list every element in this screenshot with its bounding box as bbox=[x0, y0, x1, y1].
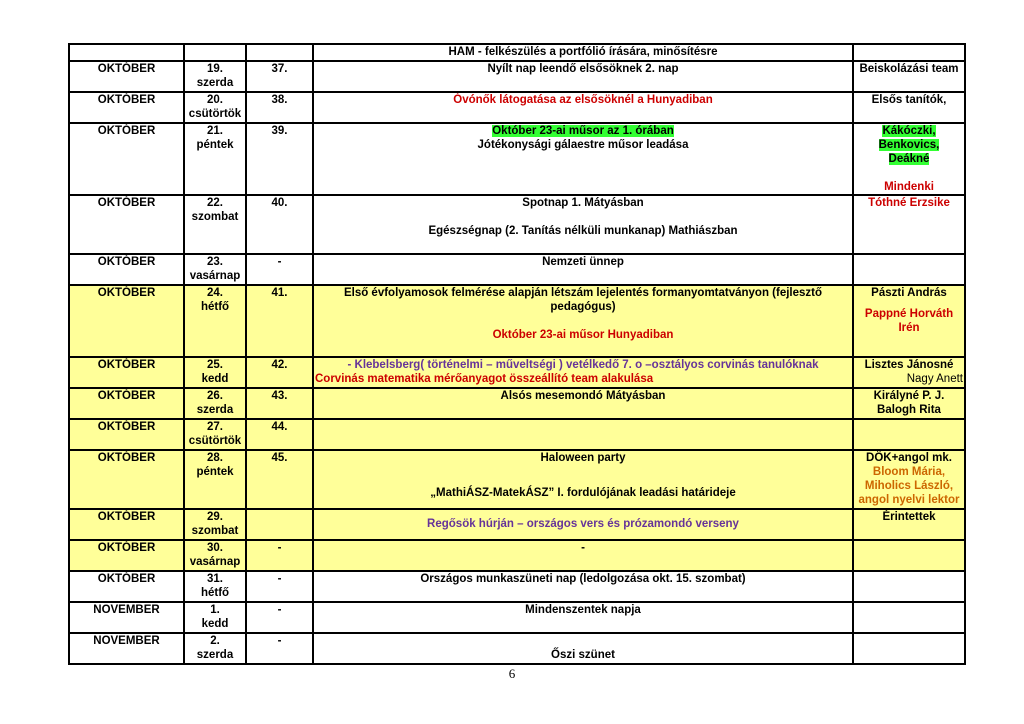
day-name: csütörtök bbox=[188, 108, 242, 120]
day-name: szerda bbox=[196, 404, 234, 416]
responsible-cell bbox=[853, 285, 965, 357]
table-header-row bbox=[69, 44, 965, 61]
event-text: Óvónők látogatása az elsősöknél a Hunyadiban bbox=[453, 94, 713, 106]
day-name: vasárnap bbox=[189, 270, 241, 282]
table-row bbox=[69, 285, 965, 357]
table-row bbox=[69, 633, 965, 664]
day-number: 28. bbox=[207, 452, 223, 464]
event-text: Nemzeti ünnep bbox=[542, 256, 624, 268]
day-number: 1. bbox=[210, 604, 220, 616]
table-row bbox=[69, 509, 965, 540]
day-number: 30. bbox=[207, 542, 223, 554]
responsible-cell bbox=[853, 602, 965, 633]
table-row bbox=[69, 61, 965, 92]
table-row bbox=[69, 254, 965, 285]
responsible-text: Beiskolázási team bbox=[859, 63, 959, 75]
event-text: Jótékonysági gálaestre műsor leadása bbox=[477, 139, 689, 151]
event-text: Első évfolyamosok felmérése alapján létszám lejelentés formanyomtatványon (fejlesztő pedagógus) bbox=[343, 287, 823, 313]
week-cell: - bbox=[246, 633, 313, 664]
event-cell bbox=[313, 285, 853, 357]
month-cell: OKTÓBER bbox=[69, 571, 184, 602]
week-cell: - bbox=[246, 571, 313, 602]
event-text: Országos munkaszüneti nap (ledolgozása okt. 15. szombat) bbox=[420, 573, 746, 585]
week-cell: 43. bbox=[246, 388, 313, 419]
week-cell: - bbox=[246, 540, 313, 571]
week-cell: 41. bbox=[246, 285, 313, 357]
event-text: Nyílt nap leendő elsősöknek 2. nap bbox=[487, 63, 679, 75]
month-cell: NOVEMBER bbox=[69, 633, 184, 664]
day-cell bbox=[184, 450, 246, 509]
responsible-cell bbox=[853, 509, 965, 540]
day-number: 19. bbox=[207, 63, 223, 75]
event-text: Haloween party bbox=[540, 452, 626, 464]
day-cell bbox=[184, 602, 246, 633]
header-cell-resp bbox=[853, 44, 965, 61]
table-row bbox=[69, 92, 965, 123]
responsible-cell bbox=[853, 633, 965, 664]
day-cell bbox=[184, 195, 246, 254]
month-cell: OKTÓBER bbox=[69, 92, 184, 123]
day-number: 31. bbox=[207, 573, 223, 585]
day-cell bbox=[184, 419, 246, 450]
responsible-text: Pászti András bbox=[871, 287, 947, 299]
event-cell bbox=[313, 509, 853, 540]
responsible-text: Királyné P. J. bbox=[873, 390, 945, 402]
day-number: 29. bbox=[207, 511, 223, 523]
week-cell: 40. bbox=[246, 195, 313, 254]
day-number: 26. bbox=[207, 390, 223, 402]
responsible-text: Mindenki bbox=[884, 181, 934, 193]
day-cell bbox=[184, 285, 246, 357]
day-name: péntek bbox=[196, 139, 234, 151]
week-cell: 39. bbox=[246, 123, 313, 195]
responsible-text: Kákóczki, bbox=[882, 125, 936, 137]
event-text: Corvinás matematika mérőanyagot összeállító team alakulása bbox=[315, 373, 654, 385]
event-cell bbox=[313, 195, 853, 254]
responsible-cell bbox=[853, 357, 965, 388]
day-number: 25. bbox=[207, 359, 223, 371]
table-row bbox=[69, 540, 965, 571]
day-name: kedd bbox=[201, 618, 229, 630]
event-text: Regősök húrján – országos vers és prózamondó verseny bbox=[427, 518, 739, 530]
day-name: szombat bbox=[191, 211, 239, 223]
table-row bbox=[69, 123, 965, 195]
day-cell bbox=[184, 540, 246, 571]
event-text: Mindenszentek napja bbox=[525, 604, 641, 616]
responsible-text: DÖK+angol mk. bbox=[866, 452, 952, 464]
month-cell: NOVEMBER bbox=[69, 602, 184, 633]
month-cell: OKTÓBER bbox=[69, 509, 184, 540]
event-cell bbox=[313, 540, 853, 571]
week-cell: 38. bbox=[246, 92, 313, 123]
day-name: hétfő bbox=[200, 587, 230, 599]
event-text: - bbox=[581, 542, 585, 554]
event-text: Őszi szünet bbox=[551, 649, 615, 661]
table-row bbox=[69, 195, 965, 254]
responsible-text: Miholics László, bbox=[864, 480, 954, 492]
responsible-text: Nagy Anett bbox=[906, 373, 963, 385]
responsible-text: Érintettek bbox=[882, 511, 936, 523]
table-row bbox=[69, 419, 965, 450]
event-text: „MathiÁSZ-MatekÁSZ” I. fordulójának leadási határideje bbox=[430, 487, 736, 499]
day-name: péntek bbox=[196, 466, 234, 478]
responsible-text: Tóthné Erzsike bbox=[868, 197, 950, 209]
event-text: Október 23-ai műsor Hunyadiban bbox=[492, 329, 674, 341]
day-number: 24. bbox=[207, 287, 223, 299]
day-cell bbox=[184, 61, 246, 92]
day-cell bbox=[184, 123, 246, 195]
table-row bbox=[69, 450, 965, 509]
day-number: 2. bbox=[210, 635, 220, 647]
day-name: szombat bbox=[191, 525, 239, 537]
responsible-cell bbox=[853, 254, 965, 285]
week-cell: 37. bbox=[246, 61, 313, 92]
header-title: HAM - felkészülés a portfólió írására, minősítésre bbox=[313, 44, 853, 61]
responsible-text: Benkovics, bbox=[878, 139, 940, 151]
day-name: szerda bbox=[196, 649, 234, 661]
event-cell bbox=[313, 92, 853, 123]
event-text: Spotnap 1. Mátyásban bbox=[522, 197, 644, 209]
responsible-text: Lisztes Jánosné bbox=[864, 359, 954, 371]
page-number: 6 bbox=[508, 666, 516, 681]
event-cell bbox=[313, 61, 853, 92]
responsible-cell bbox=[853, 450, 965, 509]
day-number: 20. bbox=[207, 94, 223, 106]
week-cell: - bbox=[246, 254, 313, 285]
day-cell bbox=[184, 254, 246, 285]
week-cell: 42. bbox=[246, 357, 313, 388]
responsible-text: angol nyelvi lektor bbox=[858, 494, 960, 506]
responsible-text: Pappné Horváth Irén bbox=[864, 308, 954, 334]
schedule-table bbox=[68, 43, 966, 665]
responsible-cell bbox=[853, 540, 965, 571]
event-text: Egészségnap (2. Tanítás nélküli munkanap) Mathiászban bbox=[428, 225, 738, 237]
responsible-cell bbox=[853, 61, 965, 92]
day-name: vasárnap bbox=[189, 556, 241, 568]
event-cell bbox=[313, 357, 853, 388]
responsible-cell bbox=[853, 195, 965, 254]
table-row bbox=[69, 357, 965, 388]
day-cell bbox=[184, 388, 246, 419]
responsible-text: Elsős tanítók, bbox=[871, 94, 947, 106]
responsible-cell bbox=[853, 419, 965, 450]
day-name: csütörtök bbox=[188, 435, 242, 447]
event-cell bbox=[313, 571, 853, 602]
responsible-text: Balogh Rita bbox=[877, 404, 941, 416]
day-cell bbox=[184, 357, 246, 388]
week-cell: - bbox=[246, 602, 313, 633]
month-cell: OKTÓBER bbox=[69, 61, 184, 92]
day-number: 21. bbox=[207, 125, 223, 137]
header-cell-week bbox=[246, 44, 313, 61]
month-cell: OKTÓBER bbox=[69, 419, 184, 450]
event-text-highlighted: Október 23-ai műsor az 1. órában bbox=[492, 125, 674, 137]
header-cell-day bbox=[184, 44, 246, 61]
day-name: szerda bbox=[196, 77, 234, 89]
month-cell: OKTÓBER bbox=[69, 540, 184, 571]
responsible-text: Bloom Mária, bbox=[872, 466, 946, 478]
table-row bbox=[69, 388, 965, 419]
day-cell bbox=[184, 92, 246, 123]
responsible-text: Deákné bbox=[888, 153, 930, 165]
event-cell bbox=[313, 602, 853, 633]
week-cell bbox=[246, 509, 313, 540]
month-cell: OKTÓBER bbox=[69, 195, 184, 254]
event-cell bbox=[313, 254, 853, 285]
day-number: 22. bbox=[207, 197, 223, 209]
day-cell bbox=[184, 633, 246, 664]
event-text: - Klebelsberg( történelmi – műveltségi ) vetélkedő 7. o –osztályos corvinás tanulóknak bbox=[347, 359, 819, 371]
day-cell bbox=[184, 509, 246, 540]
day-cell bbox=[184, 571, 246, 602]
responsible-cell bbox=[853, 92, 965, 123]
event-cell bbox=[313, 450, 853, 509]
week-cell: 44. bbox=[246, 419, 313, 450]
event-cell bbox=[313, 388, 853, 419]
month-cell: OKTÓBER bbox=[69, 388, 184, 419]
month-cell: OKTÓBER bbox=[69, 123, 184, 195]
month-cell: OKTÓBER bbox=[69, 254, 184, 285]
day-name: kedd bbox=[201, 373, 229, 385]
responsible-cell bbox=[853, 123, 965, 195]
week-cell: 45. bbox=[246, 450, 313, 509]
header-cell-month bbox=[69, 44, 184, 61]
day-number: 23. bbox=[207, 256, 223, 268]
event-text: Alsós mesemondó Mátyásban bbox=[500, 390, 666, 402]
responsible-cell bbox=[853, 388, 965, 419]
event-cell bbox=[313, 633, 853, 664]
responsible-cell bbox=[853, 571, 965, 602]
day-number: 27. bbox=[207, 421, 223, 433]
month-cell: OKTÓBER bbox=[69, 357, 184, 388]
month-cell: OKTÓBER bbox=[69, 450, 184, 509]
table-row bbox=[69, 602, 965, 633]
month-cell: OKTÓBER bbox=[69, 285, 184, 357]
table-row bbox=[69, 571, 965, 602]
event-cell bbox=[313, 419, 853, 450]
event-cell bbox=[313, 123, 853, 195]
day-name: hétfő bbox=[200, 301, 230, 313]
